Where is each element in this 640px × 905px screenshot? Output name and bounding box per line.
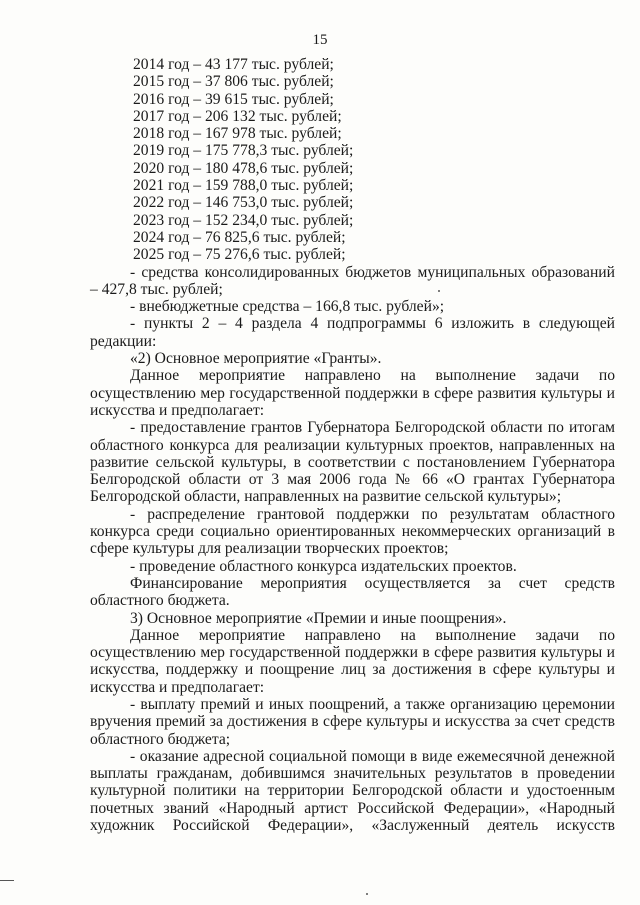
paragraph-awards-purpose: Данное мероприятие направлено на выполнение задачи по осуществлению мер государственной поддержки в сфере развития культуры и искусства, поддержку и поощрение лиц за достижения в сфере культуры и искусства и предполагает: [90,626,615,696]
paragraph-grants-purpose: Данное мероприятие направлено на выполнение задачи по осуществлению мер государственной поддержки в сфере развития культуры и искусства и предполагает: [90,367,615,419]
year-line: 2017 год – 206 132 тыс. рублей; [133,107,342,125]
paragraph-amend-items: - пункты 2 – 4 раздела 4 подпрограммы 6 изложить в следующей редакции: [90,315,615,350]
year-line: 2018 год – 167 978 тыс. рублей; [133,125,342,143]
paragraph-governor-grants: - предоставление грантов Губернатора Белгородской области по итогам областного конкурса для реализации культурных проектов, направленных на развитие сельской культуры, в соответствии с постановлением Губернатора Белгородской области от 3 мая 2006 года № 66 «О грантах Губернатора Белгородской области, направленных на развитие сельской культуры»; [90,419,615,506]
paragraph-award-payments: - выплату премий и иных поощрений, а также организацию церемонии вручения премий за достижения в сфере культуры и искусства за счет средств областного бюджета; [90,695,615,748]
scan-mark [438,290,440,292]
year-line: 2022 год – 146 753,0 тыс. рублей; [133,194,354,212]
year-line: 2016 год – 39 615 тыс. рублей; [133,90,334,108]
year-line: 2020 год – 180 478,6 тыс. рублей; [133,159,354,177]
year-line: 2015 год – 37 806 тыс. рублей; [133,73,334,91]
year-line: 2025 год – 75 276,6 тыс. рублей; [133,246,346,264]
paragraph-social-assistance: - оказание адресной социальной помощи в виде ежемесячной денежной выплаты гражданам, добившимся значительных результатов в проведении культурной политики на территории Белгородской области и удостоенным почетных званий «Народный артист Российской Федерации», «Народный художник Российской Федерации», «Заслуженный деятель искусств [90,747,615,835]
year-line: 2024 год – 76 825,6 тыс. рублей; [133,228,346,246]
scan-mark [0,880,14,881]
paragraph-extrabudgetary-funds: - внебюджетные средства – 166,8 тыс. рублей»; [130,298,445,316]
heading-awards: 3) Основное мероприятие «Премии и иные поощрения». [130,609,507,627]
year-line: 2023 год – 152 234,0 тыс. рублей; [133,211,354,229]
funding-by-year-list [90,56,615,264]
year-line: 2021 год – 159 788,0 тыс. рублей; [133,177,354,195]
heading-grants: «2) Основное мероприятие «Гранты». [130,350,382,368]
document-body [90,56,615,834]
paragraph-consolidated-budgets: - средства консолидированных бюджетов муниципальных образований – 427,8 тыс. рублей; [90,263,615,298]
paragraph-financing: Финансирование мероприятия осуществляется за счет средств областного бюджета. [90,574,615,610]
scan-mark [366,893,368,895]
paragraph-grant-distribution: - распределение грантовой поддержки по результатам областного конкурса среди социально ориентированных некоммерческих организаций в сфере культуры для реализации творческих проектов; [90,505,615,558]
year-line: 2019 год – 175 778,3 тыс. рублей; [133,142,354,160]
year-line: 2014 год – 43 177 тыс. рублей; [133,56,334,73]
page-number: 15 [312,32,328,48]
paragraph-publishing-contest: - проведение областного конкурса издательских проектов. [130,557,517,575]
